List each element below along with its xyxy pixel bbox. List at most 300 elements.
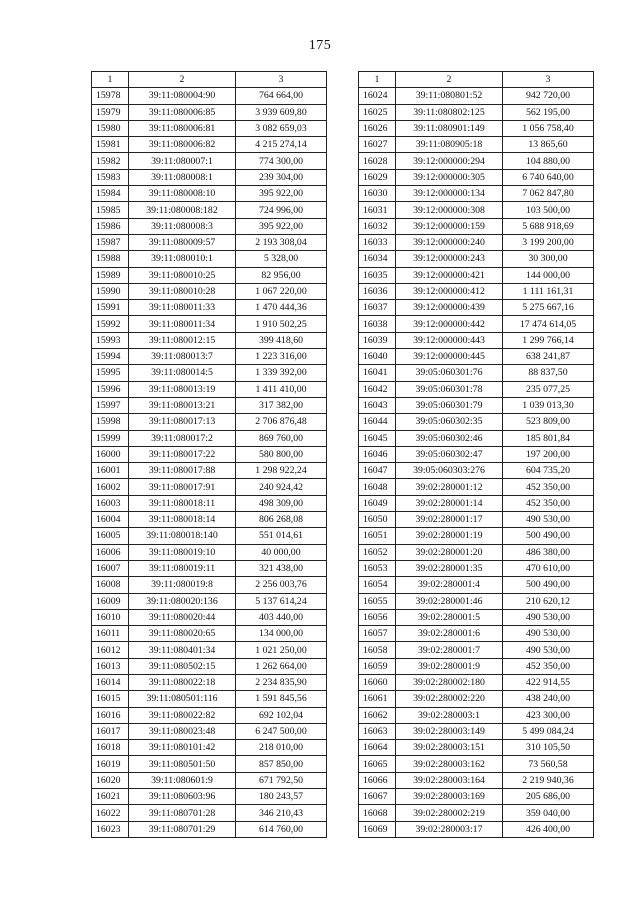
row-number-cell: 16017 <box>92 723 129 739</box>
cadastral-number-cell: 39:02:280001:12 <box>396 479 503 495</box>
table-row <box>359 218 594 234</box>
table-row <box>359 316 594 332</box>
table-row <box>359 430 594 446</box>
cadastral-number-cell: 39:11:080018:11 <box>129 495 236 511</box>
cadastral-number-cell: 39:02:280001:6 <box>396 626 503 642</box>
table-row <box>92 251 327 267</box>
value-cell: 310 105,50 <box>503 740 594 756</box>
row-number-cell: 16042 <box>359 381 396 397</box>
table-row <box>359 593 594 609</box>
table-row <box>359 723 594 739</box>
column-header-2: 2 <box>129 72 236 88</box>
table-row <box>92 365 327 381</box>
table-row <box>92 120 327 136</box>
table-row <box>359 707 594 723</box>
value-cell: 423 300,00 <box>503 707 594 723</box>
value-cell: 3 082 659,03 <box>236 120 327 136</box>
cadastral-number-cell: 39:02:280002:220 <box>396 691 503 707</box>
row-number-cell: 16027 <box>359 137 396 153</box>
table-row <box>359 381 594 397</box>
row-number-cell: 16022 <box>92 805 129 821</box>
cadastral-number-cell: 39:02:280003:169 <box>396 789 503 805</box>
table-row <box>92 218 327 234</box>
cadastral-number-cell: 39:02:280002:180 <box>396 674 503 690</box>
row-number-cell: 16060 <box>359 674 396 690</box>
value-cell: 1 411 410,00 <box>236 381 327 397</box>
cadastral-number-cell: 39:12:000000:294 <box>396 153 503 169</box>
value-cell: 1 056 758,40 <box>503 120 594 136</box>
row-number-cell: 15979 <box>92 104 129 120</box>
table-row <box>92 707 327 723</box>
cadastral-number-cell: 39:11:080101:42 <box>129 740 236 756</box>
table-row <box>92 186 327 202</box>
row-number-cell: 16021 <box>92 789 129 805</box>
table-row <box>92 626 327 642</box>
cadastral-number-cell: 39:05:060302:46 <box>396 430 503 446</box>
cadastral-number-cell: 39:11:080006:85 <box>129 104 236 120</box>
row-number-cell: 15987 <box>92 234 129 250</box>
row-number-cell: 16005 <box>92 528 129 544</box>
table-row <box>92 349 327 365</box>
cadastral-number-cell: 39:11:080004:90 <box>129 88 236 104</box>
row-number-cell: 16012 <box>92 642 129 658</box>
value-cell: 551 014,61 <box>236 528 327 544</box>
table-row <box>359 414 594 430</box>
table-row <box>359 202 594 218</box>
cadastral-number-cell: 39:02:280001:35 <box>396 560 503 576</box>
table-row <box>359 104 594 120</box>
table-row <box>92 642 327 658</box>
row-number-cell: 16064 <box>359 740 396 756</box>
row-number-cell: 16003 <box>92 495 129 511</box>
cadastral-number-cell: 39:02:280003:151 <box>396 740 503 756</box>
row-number-cell: 16068 <box>359 805 396 821</box>
table-row <box>359 544 594 560</box>
value-cell: 5 688 918,69 <box>503 218 594 234</box>
row-number-cell: 16035 <box>359 267 396 283</box>
cadastral-number-cell: 39:02:280001:46 <box>396 593 503 609</box>
value-cell: 562 195,00 <box>503 104 594 120</box>
row-number-cell: 16033 <box>359 234 396 250</box>
value-cell: 144 000,00 <box>503 267 594 283</box>
cadastral-number-cell: 39:12:000000:442 <box>396 316 503 332</box>
cadastral-number-cell: 39:12:000000:134 <box>396 186 503 202</box>
table-row <box>92 300 327 316</box>
table-row <box>92 137 327 153</box>
cadastral-number-cell: 39:12:000000:308 <box>396 202 503 218</box>
row-number-cell: 16015 <box>92 691 129 707</box>
table-row <box>92 674 327 690</box>
row-number-cell: 16056 <box>359 609 396 625</box>
table-row <box>92 202 327 218</box>
value-cell: 498 309,00 <box>236 495 327 511</box>
table-row <box>92 609 327 625</box>
value-cell: 452 350,00 <box>503 658 594 674</box>
value-cell: 638 241,87 <box>503 349 594 365</box>
row-number-cell: 15998 <box>92 414 129 430</box>
table-row <box>359 626 594 642</box>
value-cell: 774 300,00 <box>236 153 327 169</box>
table-row <box>92 430 327 446</box>
row-number-cell: 16047 <box>359 463 396 479</box>
cadastral-number-cell: 39:11:080008:10 <box>129 186 236 202</box>
cadastral-number-cell: 39:11:080018:140 <box>129 528 236 544</box>
cadastral-number-cell: 39:02:280003:17 <box>396 821 503 837</box>
cadastral-number-cell: 39:11:080502:15 <box>129 658 236 674</box>
cadastral-number-cell: 39:11:080501:50 <box>129 756 236 772</box>
table-row <box>359 821 594 837</box>
row-number-cell: 15986 <box>92 218 129 234</box>
row-number-cell: 16053 <box>359 560 396 576</box>
row-number-cell: 16016 <box>92 707 129 723</box>
cadastral-number-cell: 39:02:280001:7 <box>396 642 503 658</box>
cadastral-number-cell: 39:12:000000:443 <box>396 332 503 348</box>
row-number-cell: 16052 <box>359 544 396 560</box>
row-number-cell: 16048 <box>359 479 396 495</box>
value-cell: 2 706 876,48 <box>236 414 327 430</box>
cadastral-number-cell: 39:05:060302:35 <box>396 414 503 430</box>
row-number-cell: 15992 <box>92 316 129 332</box>
value-cell: 614 760,00 <box>236 821 327 837</box>
row-number-cell: 16051 <box>359 528 396 544</box>
cadastral-number-cell: 39:11:080701:29 <box>129 821 236 837</box>
table-row <box>92 479 327 495</box>
row-number-cell: 15993 <box>92 332 129 348</box>
row-number-cell: 16029 <box>359 169 396 185</box>
row-number-cell: 16019 <box>92 756 129 772</box>
value-cell: 82 956,00 <box>236 267 327 283</box>
cadastral-number-cell: 39:11:080008:182 <box>129 202 236 218</box>
value-cell: 17 474 614,05 <box>503 316 594 332</box>
table-row <box>92 414 327 430</box>
value-cell: 2 219 940,36 <box>503 772 594 788</box>
page-number: 175 <box>308 38 332 53</box>
cadastral-number-cell: 39:02:280003:164 <box>396 772 503 788</box>
cadastral-number-cell: 39:12:000000:412 <box>396 283 503 299</box>
row-number-cell: 16008 <box>92 577 129 593</box>
cadastral-number-cell: 39:11:080020:65 <box>129 626 236 642</box>
value-cell: 1 470 444,36 <box>236 300 327 316</box>
value-cell: 5 328,00 <box>236 251 327 267</box>
table-row <box>359 560 594 576</box>
value-cell: 1 067 220,00 <box>236 283 327 299</box>
cadastral-number-cell: 39:11:080010:1 <box>129 251 236 267</box>
table-row <box>92 495 327 511</box>
table-row <box>92 381 327 397</box>
cadastral-number-cell: 39:11:080011:33 <box>129 300 236 316</box>
value-cell: 942 720,00 <box>503 88 594 104</box>
row-number-cell: 16054 <box>359 577 396 593</box>
cadastral-number-cell: 39:11:080603:96 <box>129 789 236 805</box>
value-cell: 317 382,00 <box>236 397 327 413</box>
table-row <box>92 446 327 462</box>
table-row <box>92 593 327 609</box>
row-number-cell: 15978 <box>92 88 129 104</box>
row-number-cell: 16028 <box>359 153 396 169</box>
table-row <box>92 267 327 283</box>
table-left <box>91 71 327 838</box>
cadastral-number-cell: 39:11:080008:1 <box>129 169 236 185</box>
value-cell: 1 021 250,00 <box>236 642 327 658</box>
table-row <box>359 88 594 104</box>
table-row <box>92 544 327 560</box>
row-number-cell: 16063 <box>359 723 396 739</box>
cadastral-number-cell: 39:11:080601:9 <box>129 772 236 788</box>
row-number-cell: 16058 <box>359 642 396 658</box>
row-number-cell: 15990 <box>92 283 129 299</box>
row-number-cell: 16037 <box>359 300 396 316</box>
cadastral-number-cell: 39:05:060301:76 <box>396 365 503 381</box>
table-header-row <box>359 72 594 88</box>
row-number-cell: 15999 <box>92 430 129 446</box>
table-row <box>92 234 327 250</box>
cadastral-number-cell: 39:02:280003:1 <box>396 707 503 723</box>
cadastral-number-cell: 39:05:060301:78 <box>396 381 503 397</box>
value-cell: 180 243,57 <box>236 789 327 805</box>
value-cell: 73 560,58 <box>503 756 594 772</box>
table-row <box>92 740 327 756</box>
row-number-cell: 16039 <box>359 332 396 348</box>
table-row <box>92 104 327 120</box>
value-cell: 1 339 392,00 <box>236 365 327 381</box>
value-cell: 1 223 316,00 <box>236 349 327 365</box>
column-header-1: 1 <box>92 72 129 88</box>
row-number-cell: 16059 <box>359 658 396 674</box>
row-number-cell: 15997 <box>92 397 129 413</box>
table-row <box>359 234 594 250</box>
cadastral-number-cell: 39:02:280001:20 <box>396 544 503 560</box>
table-row <box>359 495 594 511</box>
value-cell: 3 939 609,80 <box>236 104 327 120</box>
value-cell: 1 111 161,31 <box>503 283 594 299</box>
cadastral-number-cell: 39:11:080006:82 <box>129 137 236 153</box>
row-number-cell: 15983 <box>92 169 129 185</box>
table-row <box>92 463 327 479</box>
table-row <box>92 577 327 593</box>
row-number-cell: 15985 <box>92 202 129 218</box>
row-number-cell: 15980 <box>92 120 129 136</box>
value-cell: 13 865,60 <box>503 137 594 153</box>
row-number-cell: 16023 <box>92 821 129 837</box>
row-number-cell: 16011 <box>92 626 129 642</box>
value-cell: 1 910 502,25 <box>236 316 327 332</box>
row-number-cell: 15995 <box>92 365 129 381</box>
value-cell: 240 924,42 <box>236 479 327 495</box>
row-number-cell: 16024 <box>359 88 396 104</box>
value-cell: 604 735,20 <box>503 463 594 479</box>
value-cell: 1 298 922,24 <box>236 463 327 479</box>
value-cell: 235 077,25 <box>503 381 594 397</box>
table-row <box>359 674 594 690</box>
row-number-cell: 16049 <box>359 495 396 511</box>
cadastral-number-cell: 39:12:000000:243 <box>396 251 503 267</box>
cadastral-number-cell: 39:11:080011:34 <box>129 316 236 332</box>
row-number-cell: 16040 <box>359 349 396 365</box>
cadastral-number-cell: 39:11:080017:13 <box>129 414 236 430</box>
table-row <box>92 772 327 788</box>
value-cell: 205 686,00 <box>503 789 594 805</box>
value-cell: 399 418,60 <box>236 332 327 348</box>
value-cell: 40 000,00 <box>236 544 327 560</box>
cadastral-number-cell: 39:11:080017:88 <box>129 463 236 479</box>
value-cell: 104 880,00 <box>503 153 594 169</box>
value-cell: 470 610,00 <box>503 560 594 576</box>
value-cell: 452 350,00 <box>503 495 594 511</box>
row-number-cell: 16002 <box>92 479 129 495</box>
cadastral-number-cell: 39:11:080401:34 <box>129 642 236 658</box>
value-cell: 671 792,50 <box>236 772 327 788</box>
row-number-cell: 15982 <box>92 153 129 169</box>
cadastral-number-cell: 39:12:000000:421 <box>396 267 503 283</box>
table-row <box>359 365 594 381</box>
row-number-cell: 15991 <box>92 300 129 316</box>
row-number-cell: 16001 <box>92 463 129 479</box>
table-row <box>359 756 594 772</box>
value-cell: 490 530,00 <box>503 512 594 528</box>
row-number-cell: 16025 <box>359 104 396 120</box>
row-number-cell: 16062 <box>359 707 396 723</box>
cadastral-number-cell: 39:12:000000:305 <box>396 169 503 185</box>
table-row <box>359 251 594 267</box>
value-cell: 197 200,00 <box>503 446 594 462</box>
column-header-2: 2 <box>396 72 503 88</box>
cadastral-number-cell: 39:11:080018:14 <box>129 512 236 528</box>
table-row <box>359 512 594 528</box>
table-row <box>359 789 594 805</box>
table-row <box>92 691 327 707</box>
row-number-cell: 16046 <box>359 446 396 462</box>
table-row <box>359 267 594 283</box>
cadastral-number-cell: 39:11:080017:91 <box>129 479 236 495</box>
table-row <box>359 805 594 821</box>
table-row <box>92 88 327 104</box>
value-cell: 4 215 274,14 <box>236 137 327 153</box>
table-row <box>359 642 594 658</box>
cadastral-number-cell: 39:11:080022:82 <box>129 707 236 723</box>
row-number-cell: 16030 <box>359 186 396 202</box>
cadastral-number-cell: 39:11:080019:8 <box>129 577 236 593</box>
cadastral-number-cell: 39:11:080010:25 <box>129 267 236 283</box>
table-header-row <box>92 72 327 88</box>
table-row <box>92 658 327 674</box>
row-number-cell: 16031 <box>359 202 396 218</box>
cadastral-number-cell: 39:02:280002:219 <box>396 805 503 821</box>
table-row <box>359 528 594 544</box>
table-row <box>92 512 327 528</box>
value-cell: 3 199 200,00 <box>503 234 594 250</box>
value-cell: 346 210,43 <box>236 805 327 821</box>
cadastral-number-cell: 39:11:080006:81 <box>129 120 236 136</box>
table-row <box>359 137 594 153</box>
row-number-cell: 16043 <box>359 397 396 413</box>
cadastral-number-cell: 39:11:080023:48 <box>129 723 236 739</box>
cadastral-number-cell: 39:05:060301:79 <box>396 397 503 413</box>
row-number-cell: 16014 <box>92 674 129 690</box>
row-number-cell: 16050 <box>359 512 396 528</box>
cadastral-number-cell: 39:11:080017:22 <box>129 446 236 462</box>
table-row <box>359 186 594 202</box>
row-number-cell: 16020 <box>92 772 129 788</box>
cadastral-number-cell: 39:02:280003:149 <box>396 723 503 739</box>
value-cell: 395 922,00 <box>236 218 327 234</box>
cadastral-number-cell: 39:12:000000:159 <box>396 218 503 234</box>
cadastral-number-cell: 39:11:080013:7 <box>129 349 236 365</box>
value-cell: 500 490,00 <box>503 577 594 593</box>
table-row <box>92 821 327 837</box>
value-cell: 6 247 500,00 <box>236 723 327 739</box>
cadastral-number-cell: 39:11:080901:149 <box>396 120 503 136</box>
cadastral-number-cell: 39:11:080013:19 <box>129 381 236 397</box>
row-number-cell: 15994 <box>92 349 129 365</box>
value-cell: 422 914,55 <box>503 674 594 690</box>
row-number-cell: 16041 <box>359 365 396 381</box>
value-cell: 1 591 845,56 <box>236 691 327 707</box>
row-number-cell: 16006 <box>92 544 129 560</box>
value-cell: 857 850,00 <box>236 756 327 772</box>
table-row <box>359 772 594 788</box>
table-row <box>92 560 327 576</box>
row-number-cell: 16036 <box>359 283 396 299</box>
table-row <box>359 609 594 625</box>
table-row <box>92 316 327 332</box>
row-number-cell: 15981 <box>92 137 129 153</box>
row-number-cell: 16013 <box>92 658 129 674</box>
value-cell: 218 010,00 <box>236 740 327 756</box>
value-cell: 869 760,00 <box>236 430 327 446</box>
row-number-cell: 16044 <box>359 414 396 430</box>
value-cell: 134 000,00 <box>236 626 327 642</box>
cadastral-number-cell: 39:11:080009:57 <box>129 234 236 250</box>
row-number-cell: 16045 <box>359 430 396 446</box>
table-row <box>359 658 594 674</box>
table-row <box>359 332 594 348</box>
value-cell: 724 996,00 <box>236 202 327 218</box>
row-number-cell: 16034 <box>359 251 396 267</box>
cadastral-number-cell: 39:11:080022:18 <box>129 674 236 690</box>
table-row <box>359 283 594 299</box>
cadastral-number-cell: 39:05:060302:47 <box>396 446 503 462</box>
table-row <box>92 789 327 805</box>
table-row <box>359 120 594 136</box>
value-cell: 321 438,00 <box>236 560 327 576</box>
row-number-cell: 16061 <box>359 691 396 707</box>
table-row <box>92 528 327 544</box>
table-row <box>92 283 327 299</box>
cadastral-number-cell: 39:11:080905:18 <box>396 137 503 153</box>
value-cell: 5 137 614,24 <box>236 593 327 609</box>
value-cell: 490 530,00 <box>503 609 594 625</box>
row-number-cell: 16026 <box>359 120 396 136</box>
value-cell: 426 400,00 <box>503 821 594 837</box>
value-cell: 30 300,00 <box>503 251 594 267</box>
row-number-cell: 15984 <box>92 186 129 202</box>
value-cell: 1 039 013,30 <box>503 397 594 413</box>
cadastral-number-cell: 39:11:080017:2 <box>129 430 236 446</box>
column-header-3: 3 <box>503 72 594 88</box>
cadastral-number-cell: 39:11:080019:10 <box>129 544 236 560</box>
cadastral-number-cell: 39:02:280003:162 <box>396 756 503 772</box>
value-cell: 2 234 835,90 <box>236 674 327 690</box>
row-number-cell: 16010 <box>92 609 129 625</box>
value-cell: 2 193 308,04 <box>236 234 327 250</box>
value-cell: 580 800,00 <box>236 446 327 462</box>
table-row <box>359 446 594 462</box>
table-row <box>92 332 327 348</box>
cadastral-number-cell: 39:11:080701:28 <box>129 805 236 821</box>
value-cell: 1 262 664,00 <box>236 658 327 674</box>
cadastral-number-cell: 39:05:060303:276 <box>396 463 503 479</box>
table-row <box>359 153 594 169</box>
